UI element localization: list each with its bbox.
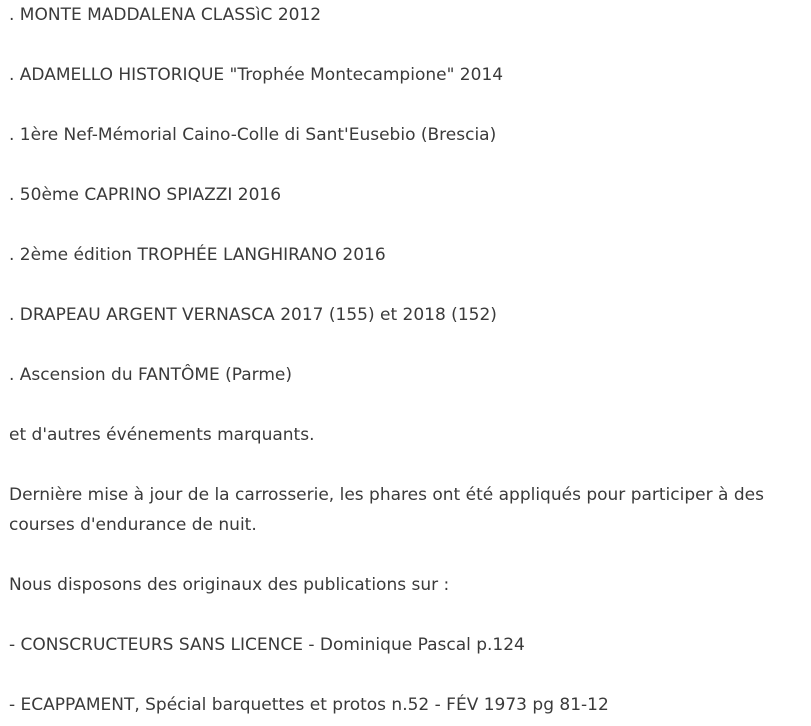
publication-item-constructeurs: - CONSCRUCTEURS SANS LICENCE - Dominique Pascal p.124: [9, 635, 525, 655]
publication-item-echappement: - ECAPPAMENT, Spécial barquettes et protos n.52 - FÉV 1973 pg 81-12: [9, 695, 609, 715]
event-item-monte-maddalena: . MONTE MADDALENA CLASSìC 2012: [9, 5, 322, 25]
bodywork-update-text: Dernière mise à jour de la carrosserie, les phares ont été appliqués pour participer à des courses d'endurance de nuit.: [9, 485, 764, 535]
event-item-langhirano: . 2ème édition TROPHÉE LANGHIRANO 2016: [9, 245, 386, 265]
article-body: [9, 0, 809, 720]
event-item-vernasca: . DRAPEAU ARGENT VERNASCA 2017 (155) et 2018 (152): [9, 305, 497, 325]
publications-intro-text: Nous disposons des originaux des publications sur :: [9, 575, 450, 595]
other-events-text: et d'autres événements marquants.: [9, 425, 315, 445]
event-item-nef-memorial: . 1ère Nef-Mémorial Caino-Colle di Sant'Eusebio (Brescia): [9, 125, 497, 145]
event-item-adamello: . ADAMELLO HISTORIQUE "Trophée Montecampione" 2014: [9, 65, 504, 85]
event-item-caprino-spiazzi: . 50ème CAPRINO SPIAZZI 2016: [9, 185, 282, 205]
event-item-fantome: . Ascension du FANTÔME (Parme): [9, 365, 293, 385]
